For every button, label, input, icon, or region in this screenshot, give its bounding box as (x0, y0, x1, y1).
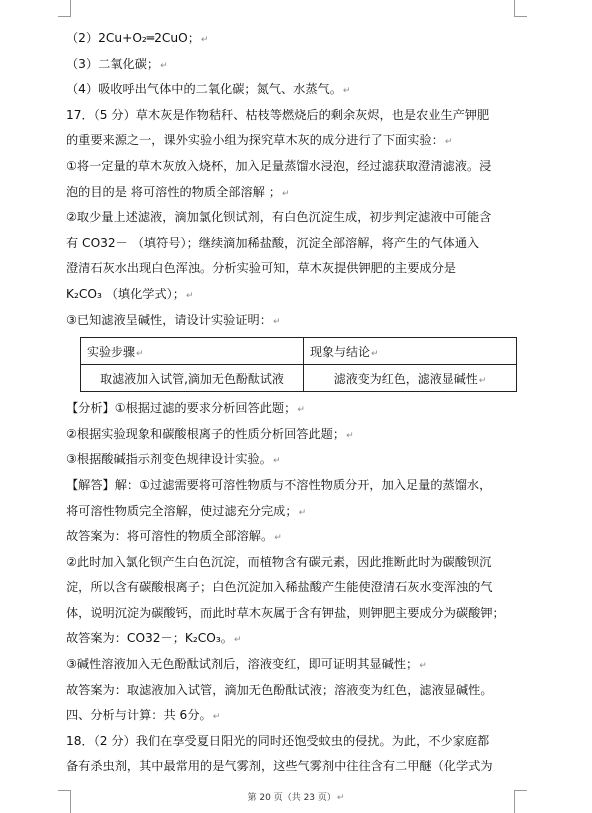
analysis-line: 【分析】①根据过滤的要求分析回答此题；↵ (66, 401, 305, 416)
text-line: 的重要来源之一，课外实验小组为探究草木灰的成分进行了下面实验：↵ (66, 133, 453, 148)
answer-line: 故答案为：取滤液加入试管，滴加无色酚酞试液；溶液变为红色，滤液显碱性。 (66, 682, 493, 697)
question-17-heading: 17．（5 分）草木灰是作物秸秆、枯枝等燃烧后的剩余灰烬，也是农业生产钾肥 (66, 107, 490, 122)
section-heading: 四、分析与计算：共 6分。↵ (66, 708, 221, 723)
table-header-cell: 实验步骤↵ (81, 338, 304, 365)
text-line: （3）二氧化碳；↵ (66, 56, 168, 71)
text-line: 将可溶性物质完全溶解，使过滤充分完成；↵ (66, 503, 307, 518)
solution-line: 【解答】解：①过滤需要将可溶性物质与不溶性物质分开，加入足量的蒸馏水， (66, 477, 492, 492)
question-18-heading: 18．（2 分）我们在享受夏日阳光的同时还饱受蚊虫的侵扰。为此，不少家庭都 (66, 733, 490, 748)
text-line: 备有杀虫剂，其中最常用的是气雾剂，这些气雾剂中往往含有二甲醚（化学式为 (66, 759, 493, 774)
corner-mark-top-left (58, 0, 71, 17)
experiment-table (80, 337, 517, 392)
document-page (66, 26, 526, 780)
answer-line: 故答案为：CO32－；K₂CO₃。↵ (66, 631, 242, 646)
text-line: ②根据实验现象和碳酸根离子的性质分析回答此题；↵ (66, 426, 354, 441)
text-line: ③根据酸碱指示剂变色规律设计实验。↵ (66, 452, 281, 467)
text-line: 淀，所以含有碳酸根离子；白色沉淀加入稀盐酸产生能使澄清石灰水变浑浊的气 (66, 580, 493, 595)
table-cell: 取滤液加入试管,滴加无色酚酞试液 (81, 365, 304, 392)
text-line: ③已知滤液呈碱性，请设计实验证明：↵ (66, 312, 281, 327)
corner-mark-top-right (514, 0, 527, 17)
text-line: K₂CO₃ （填化学式）；↵ (66, 286, 194, 301)
text-line: 澄清石灰水出现白色浑浊。分析实验可知，草木灰提供钾肥的主要成分是 (66, 261, 456, 276)
text-line: ②此时加入氯化钡产生白色沉淀，而植物含有碳元素，因此推断此时为碳酸钡沉 (66, 554, 492, 569)
table-row (81, 365, 517, 392)
page-footer: 第 20 页（共 23 页）↵ (247, 793, 345, 803)
table-header-cell: 现象与结论↵ (304, 338, 517, 365)
text-line: ③碱性溶液加入无色酚酞试剂后，溶液变红，即可证明其显碱性；↵ (66, 657, 427, 672)
text-line: ①将一定量的草木灰放入烧杯，加入足量蒸馏水浸泡，经过滤获取澄清滤液。浸 (66, 158, 492, 173)
answer-line: 故答案为：将可溶性的物质全部溶解。↵ (66, 529, 282, 544)
text-line: 泡的目的是 将可溶性的物质全部溶解 ；↵ (66, 184, 290, 199)
text-line: 体，说明沉淀为碳酸钙，而此时草木灰属于含有钾盐，则钾肥主要成分为碳酸钾； (66, 605, 505, 620)
table-cell: 滤液变为红色，滤液显碱性↵ (304, 365, 517, 392)
text-line: （2）2Cu+O₂═2CuO；↵ (66, 31, 209, 45)
table-header-row (81, 338, 517, 365)
text-line: （4）吸收呼出气体中的二氧化碳；氮气、水蒸气。↵ (66, 82, 351, 97)
text-line: 有 CO32－ （填符号）；继续滴加稀盐酸，沉淀全部溶解，将产生的气体通入 (66, 235, 480, 250)
text-line: ②取少量上述滤液，滴加氯化钡试剂，有白色沉淀生成，初步判定滤液中可能含 (66, 210, 492, 225)
